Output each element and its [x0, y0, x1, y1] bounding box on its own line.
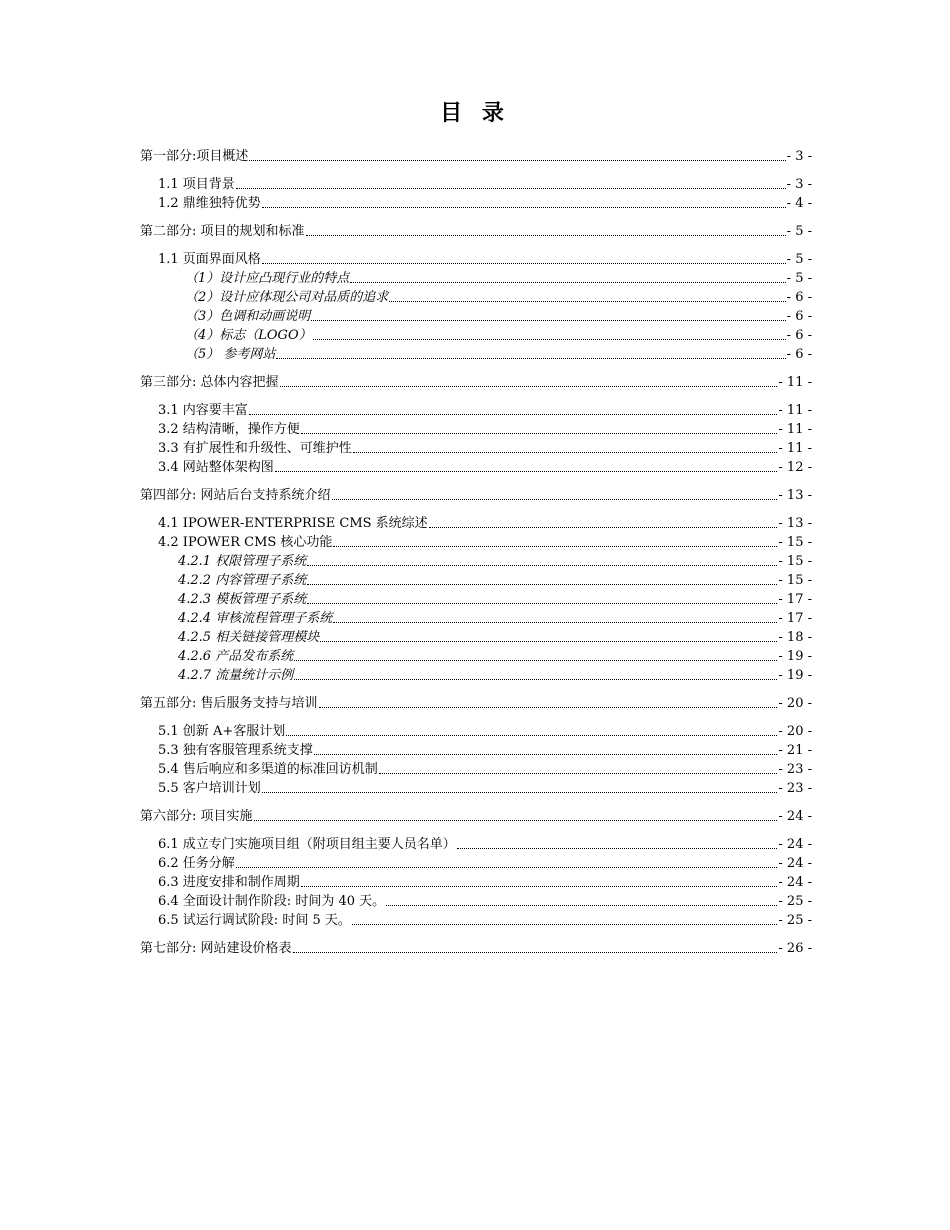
toc-entry[interactable]	[140, 778, 812, 797]
toc-entry[interactable]	[140, 372, 812, 391]
toc-entry-label: 第五部分: 售后服务支持与培训	[140, 696, 318, 711]
toc-leader-dots	[311, 318, 785, 321]
toc-entry-page-number: - 21 -	[778, 743, 812, 758]
toc-leader-dots	[379, 771, 778, 774]
toc-leader-dots	[307, 601, 777, 604]
toc-entry[interactable]	[140, 174, 812, 193]
toc-entry[interactable]	[140, 306, 812, 325]
toc-entry[interactable]	[140, 853, 812, 872]
toc-leader-dots	[301, 884, 778, 887]
toc-entry-page-number: - 6 -	[786, 347, 812, 362]
toc-entry[interactable]	[140, 400, 812, 419]
toc-entry-label: （1）设计应凸现行业的特点	[185, 271, 350, 286]
toc-entry-label: 第六部分: 项目实施	[140, 809, 253, 824]
toc-entry-page-number: - 23 -	[778, 762, 812, 777]
toc-entry-label: 5.4 售后响应和多渠道的标准回访机制	[158, 762, 378, 777]
toc-entry[interactable]	[140, 938, 812, 957]
toc-entry[interactable]	[140, 221, 812, 240]
toc-entry-page-number: - 24 -	[778, 875, 812, 890]
toc-entry-page-number: - 13 -	[778, 516, 812, 531]
toc-entry-page-number: - 20 -	[778, 724, 812, 739]
toc-entry-page-number: - 5 -	[786, 252, 812, 267]
toc-entry-page-number: - 24 -	[778, 809, 812, 824]
toc-entry[interactable]	[140, 627, 812, 646]
toc-leader-dots	[276, 356, 785, 359]
toc-leader-dots	[386, 903, 777, 906]
toc-entry-label: 1.1 页面界面风格	[158, 252, 261, 267]
toc-entry-label: 第四部分: 网站后台支持系统介绍	[140, 488, 331, 503]
toc-leader-dots	[262, 261, 786, 264]
toc-leader-dots	[429, 525, 778, 528]
toc-spacer	[140, 212, 812, 221]
toc-entry-label: 5.1 创新 A+客服计划	[158, 724, 286, 739]
toc-entry-page-number: - 20 -	[778, 696, 812, 711]
toc-leader-dots	[249, 158, 785, 161]
toc-entry[interactable]	[140, 532, 812, 551]
toc-entry-page-number: - 15 -	[778, 573, 812, 588]
toc-entry[interactable]	[140, 146, 812, 165]
toc-entry[interactable]	[140, 872, 812, 891]
toc-entry[interactable]	[140, 608, 812, 627]
toc-entry[interactable]	[140, 806, 812, 825]
toc-entry-page-number: - 17 -	[778, 592, 812, 607]
toc-entry-page-number: - 5 -	[786, 224, 812, 239]
toc-entry-label: 4.1 IPOWER-ENTERPRISE CMS 系统综述	[158, 516, 428, 531]
toc-entry[interactable]	[140, 834, 812, 853]
toc-leader-dots	[286, 733, 777, 736]
table-of-contents	[140, 146, 812, 957]
toc-leader-dots	[262, 205, 786, 208]
toc-leader-dots	[333, 544, 777, 547]
toc-leader-dots	[293, 950, 778, 953]
toc-entry-label: 第七部分: 网站建设价格表	[140, 941, 292, 956]
toc-entry-page-number: - 24 -	[778, 856, 812, 871]
toc-leader-dots	[314, 752, 778, 755]
toc-entry-label: 5.3 独有客服管理系统支撑	[158, 743, 313, 758]
toc-leader-dots	[307, 563, 777, 566]
toc-entry-page-number: - 18 -	[778, 630, 812, 645]
toc-entry[interactable]	[140, 249, 812, 268]
toc-leader-dots	[280, 384, 778, 387]
toc-leader-dots	[236, 186, 786, 189]
toc-leader-dots	[389, 299, 785, 302]
toc-entry[interactable]	[140, 457, 812, 476]
toc-entry[interactable]	[140, 485, 812, 504]
toc-entry-label: 1.2 鼎维独特优势	[158, 196, 261, 211]
toc-entry[interactable]	[140, 513, 812, 532]
toc-entry[interactable]	[140, 910, 812, 929]
toc-entry[interactable]	[140, 740, 812, 759]
toc-entry-label: 3.3 有扩展性和升级性、可维护性	[158, 441, 352, 456]
toc-entry-label: 6.4 全面设计制作阶段: 时间为 40 天。	[158, 894, 386, 909]
toc-entry[interactable]	[140, 419, 812, 438]
toc-entry-label: 4.2.4 审核流程管理子系统	[178, 611, 333, 626]
toc-entry[interactable]	[140, 287, 812, 306]
toc-entry-page-number: - 11 -	[778, 403, 812, 418]
toc-entry-page-number: - 4 -	[786, 196, 812, 211]
toc-entry-label: 6.1 成立专门实施项目组（附项目组主要人员名单）	[158, 837, 456, 852]
toc-entry-label: 4.2.3 模板管理子系统	[178, 592, 307, 607]
toc-entry[interactable]	[140, 570, 812, 589]
toc-leader-dots	[275, 469, 778, 472]
toc-entry[interactable]	[140, 551, 812, 570]
toc-title: 目 录	[440, 100, 510, 126]
toc-entry-page-number: - 6 -	[786, 290, 812, 305]
toc-entry-page-number: - 3 -	[786, 149, 812, 164]
toc-entry-label: 6.2 任务分解	[158, 856, 235, 871]
toc-leader-dots	[307, 582, 777, 585]
toc-entry-label: （4）标志（LOGO）	[185, 328, 312, 343]
toc-entry[interactable]	[140, 891, 812, 910]
toc-leader-dots	[236, 865, 778, 868]
toc-leader-dots	[262, 790, 778, 793]
toc-entry-page-number: - 11 -	[778, 422, 812, 437]
toc-leader-dots	[294, 658, 777, 661]
toc-entry-page-number: - 24 -	[778, 837, 812, 852]
toc-spacer	[140, 797, 812, 806]
toc-entry-page-number: - 26 -	[778, 941, 812, 956]
toc-entry-label: 3.1 内容要丰富	[158, 403, 248, 418]
toc-entry-page-number: - 13 -	[778, 488, 812, 503]
toc-leader-dots	[350, 280, 785, 283]
toc-entry-page-number: - 11 -	[778, 375, 812, 390]
toc-entry-page-number: - 25 -	[778, 894, 812, 909]
toc-entry-label: 1.1 项目背景	[158, 177, 235, 192]
toc-entry[interactable]	[140, 589, 812, 608]
toc-leader-dots	[249, 412, 778, 415]
toc-entry-page-number: - 17 -	[778, 611, 812, 626]
toc-entry-page-number: - 11 -	[778, 441, 812, 456]
toc-leader-dots	[320, 639, 777, 642]
toc-spacer	[140, 825, 812, 834]
toc-entry-page-number: - 19 -	[778, 668, 812, 683]
toc-leader-dots	[332, 497, 778, 500]
toc-entry[interactable]	[140, 344, 812, 363]
toc-leader-dots	[306, 233, 786, 236]
toc-leader-dots	[301, 431, 778, 434]
toc-spacer	[140, 504, 812, 513]
toc-leader-dots	[352, 922, 778, 925]
toc-entry-page-number: - 6 -	[786, 328, 812, 343]
toc-leader-dots	[313, 337, 786, 340]
toc-spacer	[140, 712, 812, 721]
toc-entry-page-number: - 6 -	[786, 309, 812, 324]
toc-entry-label: 第一部分:项目概述	[140, 149, 249, 164]
toc-entry[interactable]	[140, 325, 812, 344]
toc-entry-label: 4.2.5 相关链接管理模块	[178, 630, 320, 645]
toc-entry[interactable]	[140, 665, 812, 684]
toc-entry-page-number: - 23 -	[778, 781, 812, 796]
toc-entry-page-number: - 12 -	[778, 460, 812, 475]
toc-entry-label: 4.2.1 权限管理子系统	[178, 554, 307, 569]
toc-entry-label: 3.2 结构清晰，操作方便	[158, 422, 300, 437]
toc-leader-dots	[353, 450, 778, 453]
toc-entry-page-number: - 15 -	[778, 554, 812, 569]
toc-entry[interactable]	[140, 693, 812, 712]
toc-entry-page-number: - 15 -	[778, 535, 812, 550]
toc-entry[interactable]	[140, 721, 812, 740]
toc-entry-label: 6.3 进度安排和制作周期	[158, 875, 300, 890]
toc-entry-page-number: - 3 -	[786, 177, 812, 192]
toc-entry-label: 4.2.2 内容管理子系统	[178, 573, 307, 588]
toc-leader-dots	[254, 818, 778, 821]
toc-entry-label: 4.2.6 产品发布系统	[178, 649, 294, 664]
toc-spacer	[140, 391, 812, 400]
toc-entry[interactable]	[140, 438, 812, 457]
toc-spacer	[140, 363, 812, 372]
toc-entry[interactable]	[140, 646, 812, 665]
toc-entry[interactable]	[140, 268, 812, 287]
toc-entry-label: 第三部分: 总体内容把握	[140, 375, 279, 390]
toc-entry[interactable]	[140, 193, 812, 212]
toc-entry-label: （5） 参考网站	[185, 347, 276, 362]
toc-entry-page-number: - 25 -	[778, 913, 812, 928]
toc-entry-label: 6.5 试运行调试阶段: 时间 5 天。	[158, 913, 351, 928]
toc-entry[interactable]	[140, 759, 812, 778]
toc-leader-dots	[333, 620, 777, 623]
toc-entry-label: （2）设计应体现公司对品质的追求	[185, 290, 389, 305]
toc-entry-label: 第二部分: 项目的规划和标准	[140, 224, 305, 239]
toc-leader-dots	[319, 705, 778, 708]
toc-entry-label: 3.4 网站整体架构图	[158, 460, 274, 475]
toc-leader-dots	[457, 846, 778, 849]
toc-entry-label: 4.2 IPOWER CMS 核心功能	[158, 535, 333, 550]
toc-entry-label: （3）色调和动画说明	[185, 309, 311, 324]
toc-spacer	[140, 240, 812, 249]
toc-entry-page-number: - 5 -	[786, 271, 812, 286]
toc-spacer	[140, 165, 812, 174]
toc-entry-label: 5.5 客户培训计划	[158, 781, 261, 796]
toc-entry-page-number: - 19 -	[778, 649, 812, 664]
toc-spacer	[140, 929, 812, 938]
toc-entry-label: 4.2.7 流量统计示例	[178, 668, 294, 683]
toc-spacer	[140, 476, 812, 485]
toc-spacer	[140, 684, 812, 693]
toc-leader-dots	[294, 677, 777, 680]
